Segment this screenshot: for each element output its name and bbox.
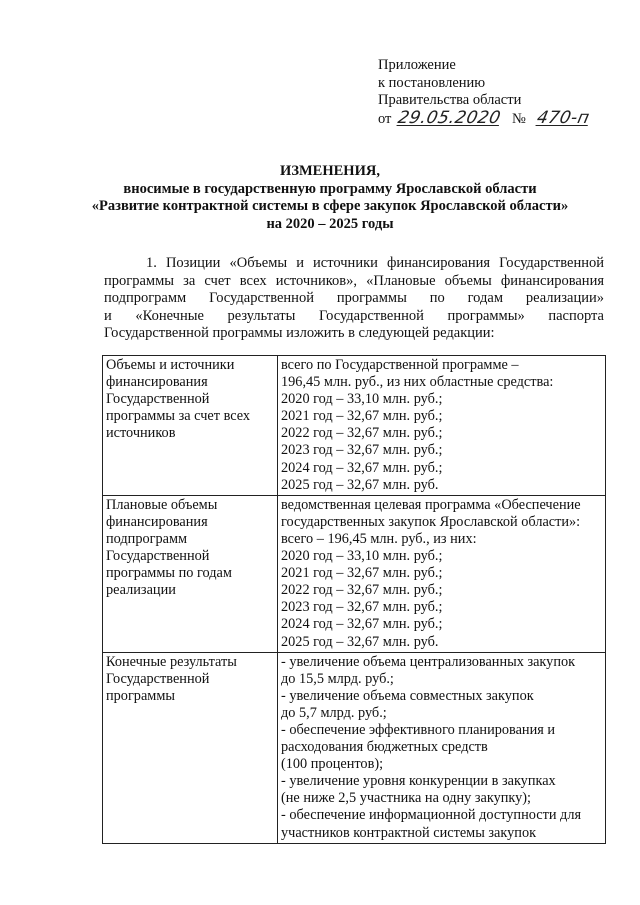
intro-line-2: программы за счет всех источников», «Плановые объемы финансирования xyxy=(104,272,604,289)
cell-line: 2023 год – 32,67 млн. руб.; xyxy=(281,599,443,616)
title-line-2: вносимые в государственную программу Ярославской области xyxy=(123,180,537,197)
table-row xyxy=(103,356,606,496)
title-line-3: «Развитие контрактной системы в сфере закупок Ярославской области» xyxy=(91,198,569,214)
cell-line: 2020 год – 33,10 млн. руб.; xyxy=(281,391,443,408)
intro-line-3: подпрограмм Государственной программы по годам реализации» xyxy=(104,290,604,307)
cell-line: до 5,7 млрд. руб.; xyxy=(281,704,387,721)
cell-line: программы xyxy=(106,687,176,704)
table-cell-label xyxy=(103,495,278,652)
cell-line: всего – 196,45 млн. руб., из них: xyxy=(281,530,477,547)
title-line-1: ИЗМЕНЕНИЯ, xyxy=(280,163,380,179)
intro-line-1: 1. Позиции «Объемы и источники финансирования Государственной xyxy=(146,255,604,271)
cell-line: 2020 год – 33,10 млн. руб.; xyxy=(281,548,443,565)
handwritten-date: 29.05.2020 xyxy=(396,107,503,128)
cell-line: 2025 год – 32,67 млн. руб. xyxy=(281,633,439,650)
cell-line: Государственной xyxy=(106,391,210,408)
cell-line: (100 процентов); xyxy=(281,756,384,773)
table-cell-value xyxy=(278,495,606,652)
date-prefix: от xyxy=(378,110,392,127)
cell-line: реализации xyxy=(106,582,176,599)
cell-line: программы за счет всех xyxy=(106,408,251,425)
number-label: № xyxy=(512,110,526,127)
cell-line: 2023 год – 32,67 млн. руб.; xyxy=(281,442,443,459)
intro-line-4: и «Конечные результаты Государственной программы» паспорта xyxy=(104,307,604,324)
appendix-date-row xyxy=(378,107,592,129)
cell-line: программы по годам xyxy=(106,565,232,582)
cell-line: ведомственная целевая программа «Обеспечение xyxy=(281,496,581,513)
passport-table xyxy=(102,355,606,844)
table-row xyxy=(103,652,606,843)
cell-line: финансирования xyxy=(106,513,208,530)
cell-line: финансирования xyxy=(106,374,208,391)
cell-line: всего по Государственной программе – xyxy=(281,357,519,373)
handwritten-number: 470-п xyxy=(535,107,592,128)
cell-line: 2022 год – 32,67 млн. руб.; xyxy=(281,582,443,599)
cell-line: источников xyxy=(106,425,176,442)
cell-line: до 15,5 млрд. руб.; xyxy=(281,670,394,687)
cell-line: 2025 год – 32,67 млн. руб. xyxy=(281,476,439,493)
cell-line: участников контрактной системы закупок xyxy=(281,824,537,841)
appendix-line-2: к постановлению xyxy=(378,74,486,91)
cell-line: - обеспечение эффективного планирования и xyxy=(281,721,556,738)
cell-line: 2024 год – 32,67 млн. руб.; xyxy=(281,616,443,633)
table-cell-value xyxy=(278,356,606,496)
table-row xyxy=(103,495,606,652)
cell-line: Государственной xyxy=(106,548,210,565)
cell-line: подпрограмм xyxy=(106,530,188,547)
cell-line: - обеспечение информационной доступности для xyxy=(281,807,582,824)
cell-line: Плановые объемы xyxy=(106,496,218,513)
cell-line: Объемы и источники xyxy=(106,357,235,373)
table-cell-value xyxy=(278,652,606,843)
cell-line: 2021 год – 32,67 млн. руб.; xyxy=(281,565,443,582)
appendix-line-1: Приложение xyxy=(378,57,456,73)
cell-line: 2022 год – 32,67 млн. руб.; xyxy=(281,425,443,442)
table-cell-label xyxy=(103,356,278,496)
intro-line-5: Государственной программы изложить в следующей редакции: xyxy=(104,325,495,342)
cell-line: - увеличение объема централизованных закупок xyxy=(281,653,576,670)
appendix-line-3: Правительства области xyxy=(378,92,522,108)
appendix-block xyxy=(378,57,590,128)
cell-line: государственных закупок Ярославской области»: xyxy=(281,513,581,530)
cell-line: 2021 год – 32,67 млн. руб.; xyxy=(281,408,443,425)
table-cell-label xyxy=(103,652,278,843)
document-title xyxy=(60,163,600,233)
cell-line: Конечные результаты xyxy=(106,653,237,670)
cell-line: 196,45 млн. руб., из них областные средства: xyxy=(281,374,554,391)
cell-line: 2024 год – 32,67 млн. руб.; xyxy=(281,459,443,476)
cell-line: - увеличение уровня конкуренции в закупках xyxy=(281,773,556,790)
cell-line: - увеличение объема совместных закупок xyxy=(281,687,534,704)
cell-line: расходования бюджетных средств xyxy=(281,739,488,756)
intro-paragraph xyxy=(104,255,604,343)
title-line-4: на 2020 – 2025 годы xyxy=(266,215,394,232)
cell-line: Государственной xyxy=(106,670,210,687)
cell-line: (не ниже 2,5 участника на одну закупку); xyxy=(281,790,532,807)
